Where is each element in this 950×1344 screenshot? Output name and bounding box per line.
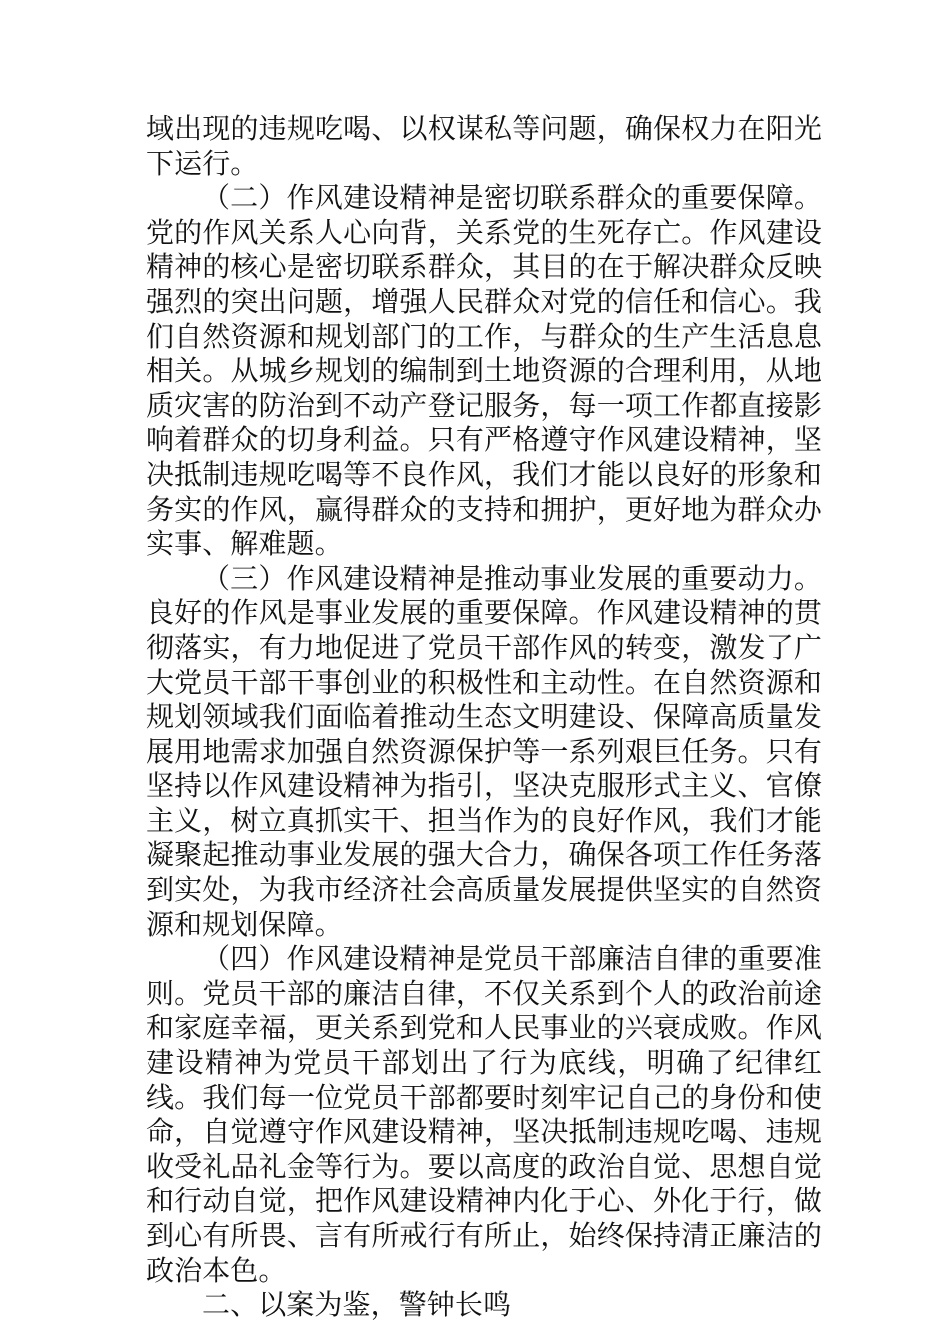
paragraph-section-3: （三）作风建设精神是推动事业发展的重要动力。良好的作风是事业发展的重要保障。作风建设精神的贯彻落实，有力地促进了党员干部作风的转变，激发了广大党员干部干事创业的积极性和主动性。在自然资源和规划领域我们面临着推动生态文明建设、保障高质量发展用地需求加强自然资源保护等一系列艰巨任务。只有坚持以作风建设精神为指引，坚决克服形式主义、官僚主义，树立真抓实干、担当作为的良好作风，我们才能凝聚起推动事业发展的强大合力，确保各项工作任务落到实处，为我市经济社会高质量发展提供坚实的自然资源和规划保障。 (146, 561, 822, 941)
document-body (146, 112, 822, 1323)
paragraph-continuation: 域出现的违规吃喝、以权谋私等问题，确保权力在阳光下运行。 (146, 112, 822, 180)
paragraph-section-2: （二）作风建设精神是密切联系群众的重要保障。党的作风关系人心向背，关系党的生死存亡。作风建设精神的核心是密切联系群众，其目的在于解决群众反映强烈的突出问题，增强人民群众对党的信任和信心。我们自然资源和规划部门的工作，与群众的生产生活息息相关。从城乡规划的编制到土地资源的合理利用，从地质灾害的防治到不动产登记服务，每一项工作都直接影响着群众的切身利益。只有严格遵守作风建设精神，坚决抵制违规吃喝等不良作风，我们才能以良好的形象和务实的作风，赢得群众的支持和拥护，更好地为群众办实事、解难题。 (146, 181, 822, 561)
paragraph-section-4: （四）作风建设精神是党员干部廉洁自律的重要准则。党员干部的廉洁自律，不仅关系到个人的政治前途和家庭幸福，更关系到党和人民事业的兴衰成败。作风建设精神为党员干部划出了行为底线，明确了纪律红线。我们每一位党员干部都要时刻牢记自己的身份和使命，自觉遵守作风建设精神，坚决抵制违规吃喝、违规收受礼品礼金等行为。要以高度的政治自觉、思想自觉和行动自觉，把作风建设精神内化于心、外化于行，做到心有所畏、言有所戒行有所止，始终保持清正廉洁的政治本色。 (146, 942, 822, 1287)
section-heading: 二、以案为鉴，警钟长鸣 (202, 1288, 512, 1322)
